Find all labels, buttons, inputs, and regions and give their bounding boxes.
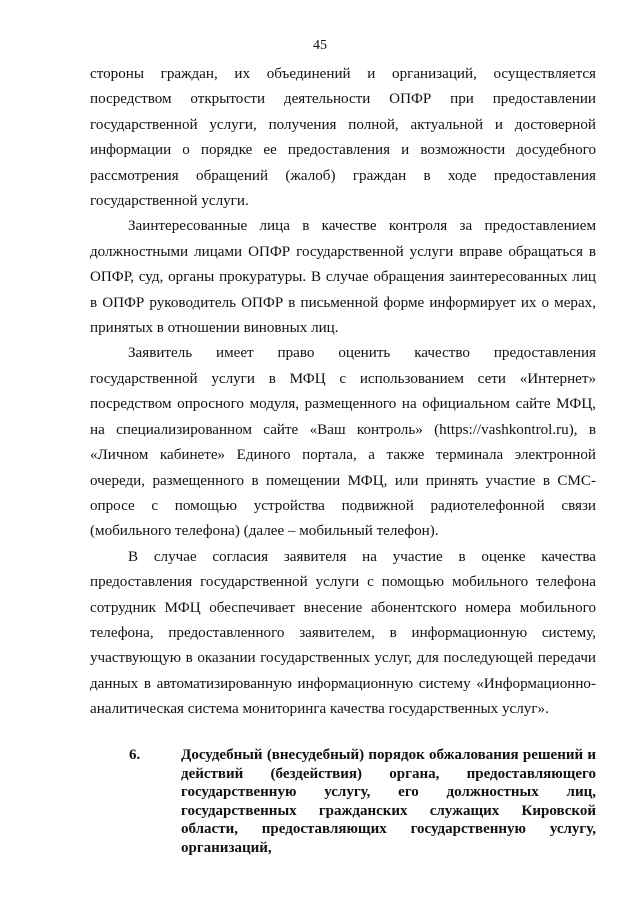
paragraph-mobile-consent: В случае согласия заявителя на участие в оценке качества предоставления государственной услуги с помощью мобильного телефона сотрудник МФЦ обеспечивает внесение абонентского номера мобильного телефона, предоставленного заявителем, в информационную систему, участвующую в оказании государственных услуг, для последующей передачи данных в автоматизированную информационную систему «Информационно-аналитическая система мониторинга качества государственных услуг». bbox=[90, 548, 596, 718]
paragraph-citizen-control: стороны граждан, их объединений и организаций, осуществляется посредством открытости деятельности ОПФР при предоставлении государственной услуги, получения полной, актуальной и достоверной информации о порядке ее предоставления и возможности досудебного рассмотрения обращений (жалоб) граждан в ходе предоставления государственной услуги. bbox=[90, 66, 596, 210]
section-title: Досудебный (внесудебный) порядок обжалования решений и действий (бездействия) органа, предоставляющего государственную услугу, его должностных лиц, государственных гражданских служащих Кировской области, предоставляющих государственную услугу, организаций, bbox=[181, 747, 596, 856]
section-heading bbox=[90, 746, 596, 858]
section-number: 6. bbox=[129, 747, 141, 763]
body-text bbox=[90, 62, 596, 723]
paragraph-applicant-rating: Заявитель имеет право оценить качество предоставления государственной услуги в МФЦ с использованием сети «Интернет» посредством опросного модуля, размещенного на официальном сайте МФЦ, на специализированном сайте «Ваш контроль» (https://vashkontrol.ru), в «Личном кабинете» Единого портала, а также терминала электронной очереди, размещенного в помещении МФЦ, или принять участие в СМС-опросе с помощью устройства подвижной радиотелефонной связи (мобильного телефона) (далее – мобильный телефон). bbox=[90, 345, 596, 540]
paragraph-interested-parties: Заинтересованные лица в качестве контроля за предоставлением должностными лицами ОПФР государственной услуги вправе обращаться в ОПФР, суд, органы прокуратуры. В случае обращения заинтересованных лиц в ОПФР руководитель ОПФР в письменной форме информирует их о мерах, принятых в отношении виновных лиц. bbox=[90, 218, 596, 337]
page-number: 45 bbox=[313, 38, 327, 53]
